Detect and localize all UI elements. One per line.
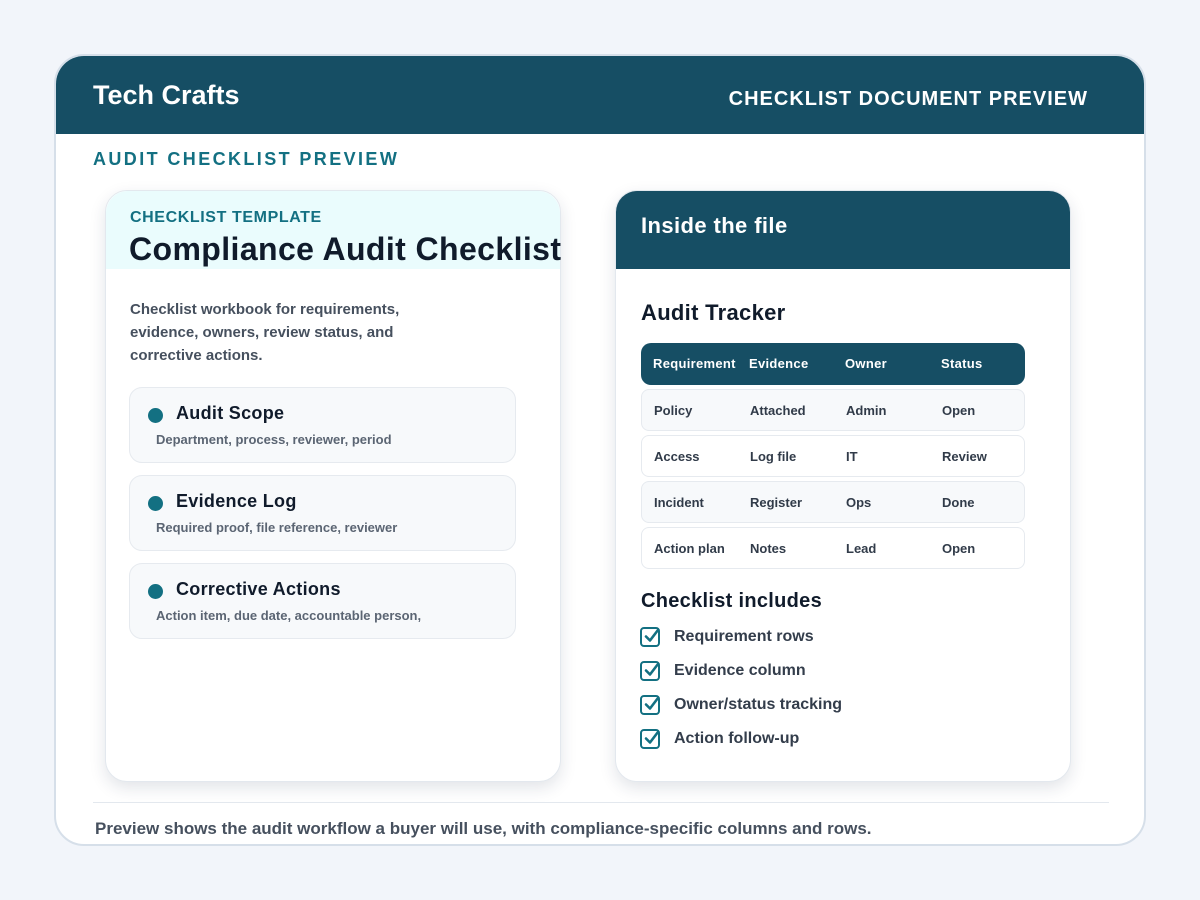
table-cell: Access [654, 449, 700, 464]
table-row [641, 435, 1025, 477]
feature-description: Required proof, file reference, reviewer [156, 520, 398, 535]
inside-file-title: Inside the file [641, 213, 788, 238]
table-cell: Ops [846, 495, 872, 510]
feature-title: Corrective Actions [176, 579, 341, 599]
document-description: Checklist workbook for requirements, evidence, owners, review status, and corrective actions. [130, 301, 400, 364]
table-cell: IT [846, 449, 858, 464]
feature-card-corrective-actions [129, 563, 516, 639]
table-cell: Lead [846, 541, 877, 556]
table-cell: Open [942, 541, 976, 556]
brand-name: Tech Crafts [93, 80, 240, 110]
table-row [641, 527, 1025, 569]
template-card [105, 190, 561, 782]
include-label: Requirement rows [674, 628, 814, 645]
footer-divider [93, 802, 1109, 803]
dot-icon [148, 408, 163, 423]
document-frame [54, 54, 1146, 846]
top-bar [56, 56, 1144, 134]
footer-note: Preview shows the audit workflow a buyer will use, with compliance-specific columns and rows. [95, 819, 872, 838]
table-cell: Policy [654, 403, 693, 418]
table-cell: Review [942, 449, 987, 464]
table-cell: Log file [750, 449, 797, 464]
dot-icon [148, 584, 163, 599]
checkbox-checked-icon [640, 661, 660, 681]
inside-file-header [616, 191, 1070, 269]
template-eyebrow: CHECKLIST TEMPLATE [130, 209, 322, 226]
table-cell: Register [750, 495, 803, 510]
preview-title: CHECKLIST DOCUMENT PREVIEW [728, 88, 1088, 110]
feature-card-audit-scope [129, 387, 516, 463]
dot-icon [148, 496, 163, 511]
table-cell: Notes [750, 541, 787, 556]
table-cell: Open [942, 403, 976, 418]
feature-description: Action item, due date, accountable person, [156, 608, 422, 623]
checkbox-checked-icon [640, 729, 660, 749]
include-label: Evidence column [674, 662, 806, 679]
table-header [641, 343, 1025, 385]
table-cell: Action plan [654, 541, 725, 556]
table-cell: Admin [846, 403, 887, 418]
table-cell: Attached [750, 403, 806, 418]
table-row [641, 389, 1025, 431]
tracker-title: Audit Tracker [641, 300, 786, 325]
feature-card-evidence-log [129, 475, 516, 551]
checkbox-checked-icon [640, 627, 660, 647]
table-cell: Incident [654, 495, 704, 510]
checkbox-checked-icon [640, 695, 660, 715]
include-label: Owner/status tracking [674, 696, 843, 713]
column-header-evidence: Evidence [749, 356, 809, 371]
feature-title: Evidence Log [176, 491, 297, 511]
column-header-requirement: Requirement [653, 356, 736, 371]
column-header-status: Status [941, 356, 983, 371]
inside-file-card [615, 190, 1071, 782]
include-label: Action follow-up [674, 730, 800, 747]
feature-title: Audit Scope [176, 403, 285, 423]
includes-title: Checklist includes [641, 590, 823, 612]
table-row [641, 481, 1025, 523]
table-cell: Done [942, 495, 975, 510]
feature-description: Department, process, reviewer, period [156, 432, 392, 447]
document-title: Compliance Audit Checklist [129, 231, 562, 267]
column-header-owner: Owner [845, 356, 887, 371]
section-label: AUDIT CHECKLIST PREVIEW [93, 149, 400, 169]
